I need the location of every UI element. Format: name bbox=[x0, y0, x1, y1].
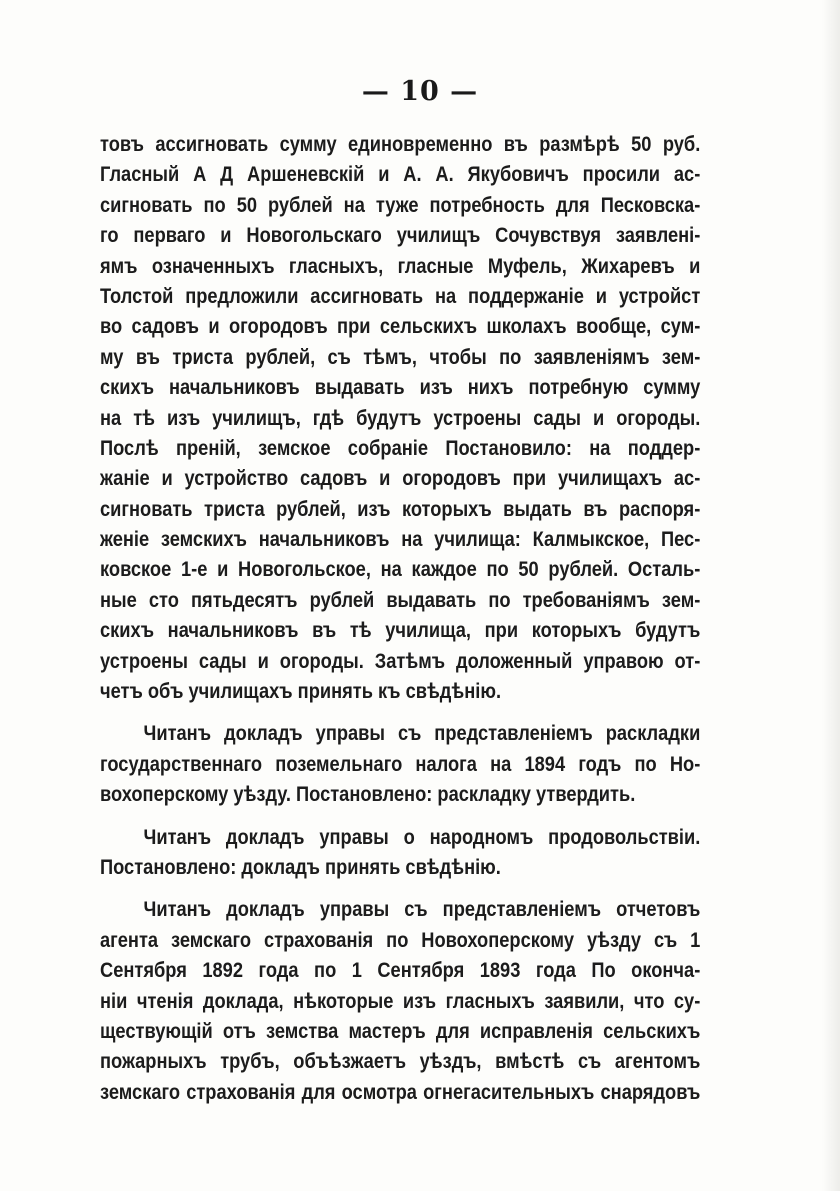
text-line: скихъ начальниковъ выдавать изъ нихъ потребную сумму bbox=[100, 376, 701, 400]
text-line: агента земскаго страхованія по Новохоперскому уѣзду съ 1 bbox=[100, 928, 701, 952]
page-number: — 10 — bbox=[361, 76, 479, 107]
text-line: Послѣ преній, земское собраніе Постановило: на поддер- bbox=[100, 436, 701, 460]
text-line: Читанъ докладъ управы съ представленіемъ отчетовъ bbox=[143, 898, 701, 922]
text-line: пожарныхъ трубъ, объѣзжаетъ уѣздъ, вмѣстѣ съ агентомъ bbox=[100, 1050, 701, 1074]
text-line: вохоперскому уѣзду. Постановлено: раскладку утвердить. bbox=[100, 783, 636, 807]
text-line: ямъ означенныхъ гласныхъ, гласные Муфель, Жихаревъ и bbox=[100, 254, 701, 278]
text-line: Постановлено: докладъ принять свѣдѣнію. bbox=[100, 855, 501, 879]
text-line: Читанъ докладъ управы о народномъ продовольствіи. bbox=[143, 825, 701, 849]
text-line: товъ ассигновать сумму единовременно въ размѣрѣ 50 руб. bbox=[100, 133, 701, 156]
text-line: Читанъ докладъ управы съ представленіемъ раскладки bbox=[143, 722, 701, 746]
paragraph-gap bbox=[100, 883, 700, 895]
text-line: Толстой предложили ассигновать на поддержаніе и устройст bbox=[100, 284, 701, 308]
text-line: Сентября 1892 года по 1 Сентября 1893 года По оконча- bbox=[100, 959, 701, 983]
text-line: женіе земскихъ начальниковъ на училища: Калмыкское, Пес- bbox=[100, 528, 701, 552]
text-line: жаніе и устройство садовъ и огородовъ при училищахъ ас- bbox=[100, 467, 701, 491]
paragraph-gap bbox=[100, 811, 700, 823]
page-body-text bbox=[100, 130, 700, 1108]
text-line: го перваго и Новогольскаго училищъ Сочувствуя заявлені- bbox=[100, 224, 701, 248]
text-line: сигновать триста рублей, изъ которыхъ выдать въ распоря- bbox=[100, 497, 701, 521]
text-line: во садовъ и огородовъ при сельскихъ школахъ вообще, сум- bbox=[100, 315, 701, 339]
text-line: ковское 1-е и Новогольское, на каждое по 50 рублей. Осталь- bbox=[100, 558, 701, 582]
text-line: сигновать по 50 рублей на туже потребность для Песковска- bbox=[100, 193, 701, 217]
text-line: му въ триста рублей, съ тѣмъ, чтобы по заявленіямъ зем- bbox=[100, 345, 701, 369]
text-line: Гласный А Д Аршеневскій и А. А. Якубовичъ просили ас- bbox=[100, 163, 701, 187]
paragraph-gap bbox=[100, 707, 700, 719]
text-line: государственнаго поземельнаго налога на 1894 годъ по Но- bbox=[100, 752, 701, 776]
text-line: четъ объ училищахъ принять къ свѣдѣнію. bbox=[100, 680, 502, 704]
text-line: ніи чтенія доклада, нѣкоторые изъ гласныхъ заявили, что су- bbox=[100, 989, 701, 1013]
text-line: на тѣ изъ училищъ, гдѣ будутъ устроены сады и огороды. bbox=[100, 406, 701, 430]
text-line: устроены сады и огороды. Затѣмъ доложенный управою от- bbox=[100, 649, 701, 673]
text-line: скихъ начальниковъ въ тѣ училища, при которыхъ будутъ bbox=[100, 619, 701, 643]
text-line: земскаго страхованія для осмотра огнегасительныхъ снарядовъ bbox=[100, 1080, 701, 1104]
text-line: ществующій отъ земства мастеръ для исправленія сельскихъ bbox=[100, 1019, 701, 1043]
text-line: ные сто пятьдесятъ рублей выдавать по требованіямъ зем- bbox=[100, 588, 701, 612]
page-edge-shadow bbox=[822, 0, 840, 1191]
